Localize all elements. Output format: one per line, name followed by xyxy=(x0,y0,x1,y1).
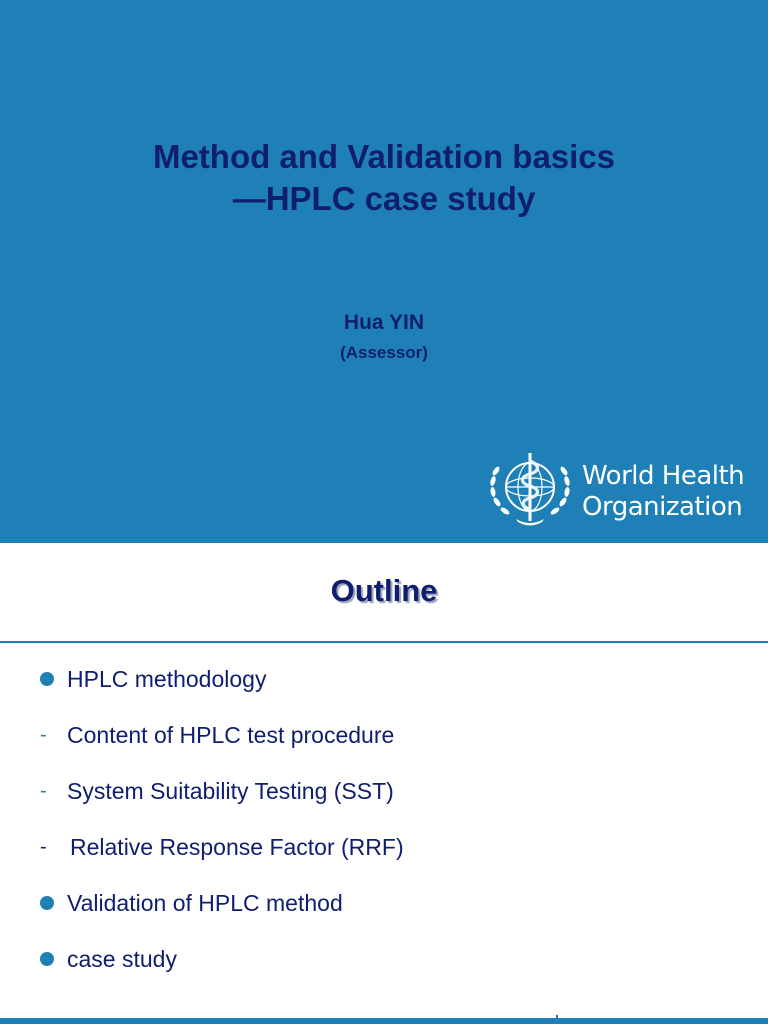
title-line-2: —HPLC case study xyxy=(232,180,536,217)
list-item xyxy=(0,942,768,998)
bullet-dot-icon xyxy=(40,896,54,910)
list-item-label: Relative Response Factor (RRF) xyxy=(70,834,404,860)
bullet-dot-icon xyxy=(40,672,54,686)
who-wordmark-line-2: Organization xyxy=(582,492,743,522)
list-item xyxy=(0,718,768,774)
list-item xyxy=(0,830,768,886)
list-item-label: HPLC methodology xyxy=(67,666,267,692)
who-wordmark-line-1: World Health xyxy=(582,461,745,491)
author-role: (Assessor) xyxy=(340,343,428,362)
list-item-label: Validation of HPLC method xyxy=(67,890,343,916)
outline-heading: Outline xyxy=(330,573,438,608)
slide-title xyxy=(0,136,768,220)
footer-tick xyxy=(556,1015,558,1024)
list-item xyxy=(0,886,768,942)
dash-marker: - xyxy=(40,780,47,802)
author-name: Hua YIN xyxy=(343,311,425,334)
title-line-1: Method and Validation basics xyxy=(152,138,616,175)
list-item-label: System Suitability Testing (SST) xyxy=(67,778,394,804)
dash-marker: - xyxy=(40,836,47,858)
who-logo xyxy=(486,449,756,529)
list-item-label: case study xyxy=(67,946,177,972)
outline-slide xyxy=(0,543,768,1024)
footer-bar xyxy=(0,1018,768,1024)
heading-divider xyxy=(0,641,768,643)
list-item xyxy=(0,774,768,830)
dash-marker: - xyxy=(40,724,47,746)
outline-list xyxy=(0,662,768,998)
bullet-dot-icon xyxy=(40,952,54,966)
who-emblem-icon xyxy=(486,449,578,529)
list-item-label: Content of HPLC test procedure xyxy=(67,722,395,748)
list-item xyxy=(0,662,768,718)
who-wordmark xyxy=(582,461,744,523)
